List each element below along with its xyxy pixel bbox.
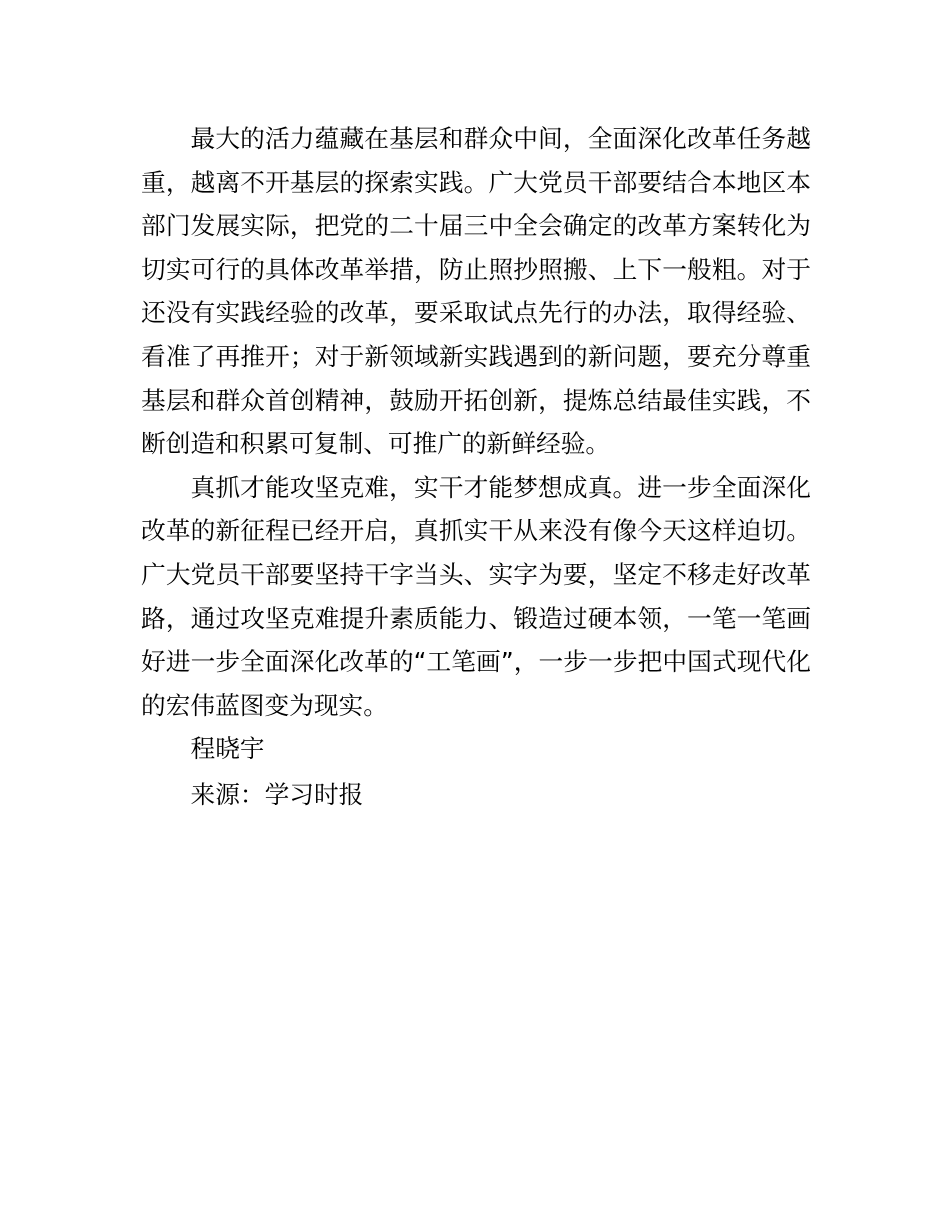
source-attribution: 来源：学习时报	[190, 779, 364, 809]
paragraph-grassroots-practice: 最大的活力蕴藏在基层和群众中间，全面深化改革任务越重，越离不开基层的探索实践。广大党员干部要结合本地区本部门发展实际，把党的二十届三中全会确定的改革方案转化为切实可行的具体改革举措，防止照抄照搬、上下一般粗。对于还没有实践经验的改革，要采取试点先行的办法，取得经验、看准了再推开；对于新领域新实践遇到的新问题，要充分尊重基层和群众首创精神，鼓励开拓创新，提炼总结最佳实践，不断创造和积累可复制、可推广的新鲜经验。	[141, 124, 811, 459]
author-name: 程晓宇	[190, 734, 265, 764]
paragraph-hard-work: 真抓才能攻坚克难，实干才能梦想成真。进一步全面深化改革的新征程已经开启，真抓实干从来没有像今天这样迫切。广大党员干部要坚持干字当头、实字为要，坚定不移走好改革路，通过攻坚克难提升素质能力、锻造过硬本领，一笔一笔画好进一步全面深化改革的“工笔画”，一步一步把中国式现代化的宏伟蓝图变为现实。	[141, 472, 811, 720]
document-page	[141, 117, 811, 817]
